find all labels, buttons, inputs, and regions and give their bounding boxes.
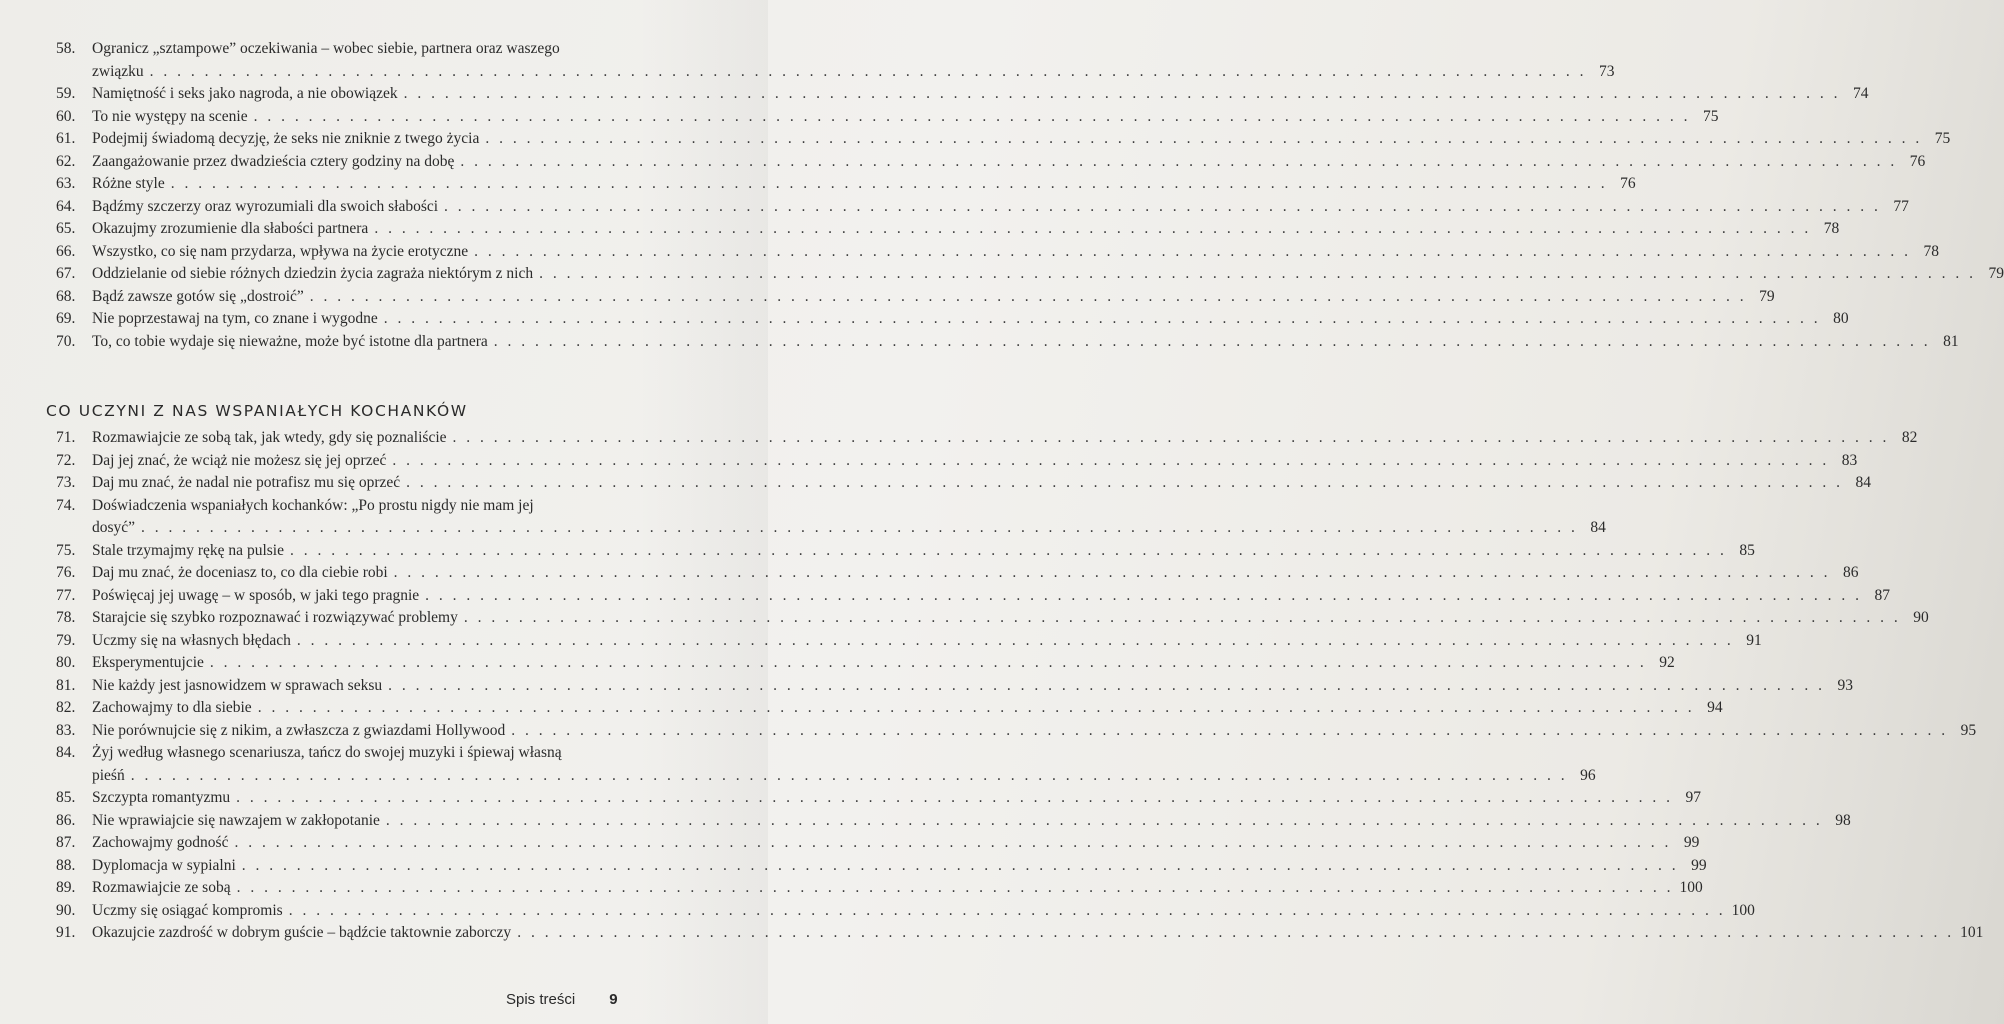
toc-entry	[56, 106, 1719, 129]
entry-title: Daj jej znać, że wciąż nie możesz się jej oprzeć	[92, 451, 387, 469]
leader-dots	[290, 540, 1727, 563]
entry-title: To nie występy na scenie	[92, 107, 248, 125]
toc-entry	[56, 495, 1606, 540]
toc-entry	[56, 450, 1858, 473]
entry-page: 83	[1841, 451, 1858, 469]
entry-page: 94	[1707, 699, 1723, 716]
leader-dots	[517, 922, 1954, 945]
entry-page: 84	[1590, 519, 1606, 536]
entry-number: 68.	[56, 287, 76, 305]
entry-page: 78	[1923, 242, 1940, 260]
entry-number: 78.	[56, 609, 76, 626]
toc-entry	[56, 83, 1869, 106]
leader-dots	[254, 106, 1691, 129]
toc-entry	[56, 585, 1891, 608]
page-number: 9	[609, 991, 618, 1008]
leader-dots	[388, 675, 1825, 698]
entry-page: 73	[1599, 62, 1615, 80]
entry-title: Dyplomacja w sypialni	[92, 856, 236, 874]
entry-title: Namiętność i seks jako nagroda, a nie obowiązek	[92, 85, 398, 102]
entry-number: 73.	[56, 474, 76, 491]
entry-title: Okazujcie zazdrość w dobrym guście – bądźcie taktownie zaborczy	[92, 924, 512, 941]
entry-page: 80	[1833, 310, 1849, 327]
entry-number: 77.	[56, 586, 76, 604]
entry-page: 74	[1852, 85, 1869, 102]
toc-entry	[56, 720, 1977, 743]
toc-entry	[56, 263, 2004, 286]
entry-number: 84.	[56, 744, 76, 761]
leader-dots	[236, 787, 1673, 810]
entry-page: 101	[1960, 924, 1984, 941]
leader-dots	[386, 810, 1823, 833]
entry-title: Zachowajmy to dla siebie	[92, 699, 252, 716]
leader-dots	[539, 263, 1976, 286]
entry-page: 90	[1913, 609, 1929, 626]
toc-list-top	[56, 38, 2004, 353]
entry-title: Nie każdy jest jasnowidzem w sprawach seksu	[92, 676, 383, 694]
entry-title: Żyj według własnego scenariusza, tańcz do swojej muzyki i śpiewaj własną	[92, 744, 562, 761]
leader-dots	[242, 855, 1679, 878]
entry-page: 85	[1739, 541, 1755, 559]
entry-page: 92	[1659, 654, 1675, 671]
toc-entry	[56, 832, 1700, 855]
entry-title: Uczmy się osiągać kompromis	[92, 901, 283, 919]
entry-title: dosyć”	[92, 519, 136, 536]
leader-dots	[511, 720, 1948, 743]
entry-page: 77	[1893, 197, 1909, 215]
entry-number: 59.	[56, 85, 76, 102]
leader-dots	[464, 607, 1901, 630]
leader-dots	[404, 83, 1841, 106]
entry-number: 71.	[56, 429, 76, 446]
entry-title: Doświadczenia wspaniałych kochanków: „Po prostu nigdy nie mam jej	[92, 496, 534, 514]
toc-entry	[56, 472, 1872, 495]
toc-entry	[56, 196, 1909, 219]
entry-page: 75	[1934, 130, 1951, 147]
toc-entry	[56, 128, 1951, 151]
toc-entry	[56, 922, 1984, 945]
entry-page: 99	[1691, 856, 1707, 874]
entry-title: Daj mu znać, że nadal nie potrafisz mu się oprzeć	[92, 474, 401, 491]
entry-title: Nie poprzestawaj na tym, co znane i wygodne	[92, 310, 378, 327]
entry-page: 96	[1580, 766, 1596, 784]
entry-number: 70.	[56, 332, 76, 350]
toc-entry	[56, 331, 1959, 354]
entry-title: Zachowajmy godność	[92, 834, 229, 851]
toc-entry	[56, 855, 1707, 878]
entry-page: 79	[1759, 287, 1775, 305]
entry-title: Uczmy się na własnych błędach	[92, 631, 291, 649]
page-footer	[506, 991, 618, 1008]
toc-entry	[56, 607, 1929, 630]
entry-page: 98	[1835, 811, 1851, 829]
entry-title: Różne style	[92, 175, 165, 192]
entry-number: 72.	[56, 451, 76, 469]
entry-title: Szczypta romantyzmu	[92, 789, 231, 806]
entry-page: 87	[1874, 586, 1891, 604]
entry-title: Wszystko, co się nam przydarza, wpływa na życie erotyczne	[92, 242, 469, 260]
entry-title: Rozmawiajcie ze sobą tak, jak wtedy, gdy się poznaliście	[92, 429, 447, 446]
leader-dots	[485, 128, 1922, 151]
entry-page: 76	[1909, 152, 1926, 170]
toc-entry	[56, 675, 1853, 698]
entry-title: Nie wprawiajcie się nawzajem w zakłopotanie	[92, 811, 380, 829]
entry-page: 99	[1683, 834, 1700, 851]
entry-number: 67.	[56, 265, 76, 282]
toc-entry	[56, 652, 1675, 675]
entry-number: 86.	[56, 811, 76, 829]
entry-title: Bądźmy szczerzy oraz wyrozumiali dla swoich słabości	[92, 197, 439, 215]
toc-entry	[56, 810, 1851, 833]
entry-title: Poświęcaj jej uwagę – w sposób, w jaki tego pragnie	[92, 586, 420, 604]
entry-page: 100	[1679, 879, 1703, 896]
toc-entry	[56, 697, 1723, 720]
entry-number: 87.	[56, 834, 76, 851]
toc-entry	[56, 151, 1926, 174]
toc-list-bottom	[56, 427, 1984, 945]
toc-entry	[56, 286, 1775, 309]
entry-number: 69.	[56, 310, 76, 327]
leader-dots	[171, 173, 1608, 196]
toc-entry	[56, 308, 1849, 331]
entry-number: 91.	[56, 924, 76, 941]
entry-title: związku	[92, 62, 144, 80]
leader-dots	[474, 241, 1911, 264]
entry-title: Oddzielanie od siebie różnych dziedzin życia zagraża niektórym z nich	[92, 265, 534, 282]
entry-title: Rozmawiajcie ze sobą	[92, 879, 231, 896]
entry-number: 74.	[56, 496, 76, 514]
leader-dots	[406, 472, 1843, 495]
entry-page: 79	[1988, 265, 2004, 282]
entry-number: 81.	[56, 676, 76, 694]
entry-number: 60.	[56, 107, 76, 125]
entry-page: 76	[1620, 175, 1636, 192]
entry-number: 85.	[56, 789, 76, 806]
entry-page: 100	[1731, 901, 1755, 919]
entry-title: Zaangażowanie przez dwadzieścia cztery godziny na dobę	[92, 152, 455, 170]
leader-dots	[374, 218, 1811, 241]
entry-number: 83.	[56, 721, 76, 739]
leader-dots	[453, 427, 1890, 450]
entry-number: 65.	[56, 220, 76, 237]
entry-page: 82	[1901, 429, 1918, 446]
entry-page: 97	[1685, 789, 1702, 806]
entry-title: Eksperymentujcie	[92, 654, 204, 671]
leader-dots	[141, 517, 1578, 540]
entry-title: Starajcie się szybko rozpoznawać i rozwiązywać problemy	[92, 609, 458, 626]
toc-entry	[56, 742, 1596, 787]
entry-number: 79.	[56, 631, 76, 649]
entry-title: Podejmij świadomą decyzję, że seks nie zniknie z twego życia	[92, 130, 480, 147]
leader-dots	[297, 630, 1734, 653]
toc-entry	[56, 787, 1702, 810]
entry-title: To, co tobie wydaje się nieważne, może być istotne dla partnera	[92, 332, 488, 350]
entry-number: 88.	[56, 856, 76, 874]
leader-dots	[258, 697, 1695, 720]
leader-dots	[150, 61, 1587, 84]
toc-entry	[56, 900, 1755, 923]
entry-number: 75.	[56, 541, 76, 559]
entry-number: 61.	[56, 130, 76, 147]
leader-dots	[289, 900, 1726, 923]
entry-title: Ogranicz „sztampowe” oczekiwania – wobec siebie, partnera oraz waszego	[92, 40, 560, 57]
leader-dots	[460, 151, 1897, 174]
entry-page: 95	[1960, 721, 1977, 739]
toc-entry	[56, 241, 1940, 264]
entry-number: 66.	[56, 242, 76, 260]
entry-title: Daj mu znać, że doceniasz to, co dla ciebie robi	[92, 564, 388, 581]
entry-page: 75	[1702, 107, 1719, 125]
leader-dots	[425, 585, 1862, 608]
entry-number: 58.	[56, 40, 76, 57]
toc-entry	[56, 173, 1636, 196]
entry-title: Okazujmy zrozumienie dla słabości partnera	[92, 220, 369, 237]
toc-entry	[56, 562, 1859, 585]
leader-dots	[237, 877, 1674, 900]
leader-dots	[394, 562, 1831, 585]
footer-label: Spis treści	[506, 991, 576, 1008]
entry-title: Bądź zawsze gotów się „dostroić”	[92, 287, 304, 305]
toc-entry	[56, 218, 1840, 241]
leader-dots	[210, 652, 1647, 675]
leader-dots	[234, 832, 1671, 855]
entry-number: 82.	[56, 699, 76, 716]
toc-entry	[56, 427, 1918, 450]
entry-number: 89.	[56, 879, 76, 896]
entry-number: 63.	[56, 175, 76, 192]
section-heading: CO UCZYNI Z NAS WSPANIAŁYCH KOCHANKÓW	[46, 402, 468, 420]
entry-page: 78	[1823, 220, 1840, 237]
entry-title: pieśń	[92, 766, 125, 784]
entry-title: Stale trzymajmy rękę na pulsie	[92, 541, 284, 559]
entry-number: 90.	[56, 901, 76, 919]
entry-number: 80.	[56, 654, 76, 671]
entry-title: Nie porównujcie się z nikim, a zwłaszcza z gwiazdami Hollywood	[92, 721, 506, 739]
leader-dots	[494, 331, 1931, 354]
entry-number: 76.	[56, 564, 76, 581]
entry-page: 81	[1943, 332, 1959, 350]
leader-dots	[444, 196, 1881, 219]
toc-entry	[56, 630, 1762, 653]
toc-entry	[56, 38, 1615, 83]
entry-page: 91	[1746, 631, 1762, 649]
leader-dots	[310, 286, 1747, 309]
toc-entry	[56, 540, 1755, 563]
leader-dots	[384, 308, 1821, 331]
entry-number: 64.	[56, 197, 76, 215]
entry-page: 86	[1843, 564, 1859, 581]
entry-page: 93	[1837, 676, 1853, 694]
entry-number: 62.	[56, 152, 76, 170]
leader-dots	[131, 765, 1568, 788]
toc-entry	[56, 877, 1703, 900]
leader-dots	[392, 450, 1829, 473]
entry-page: 84	[1855, 474, 1872, 491]
